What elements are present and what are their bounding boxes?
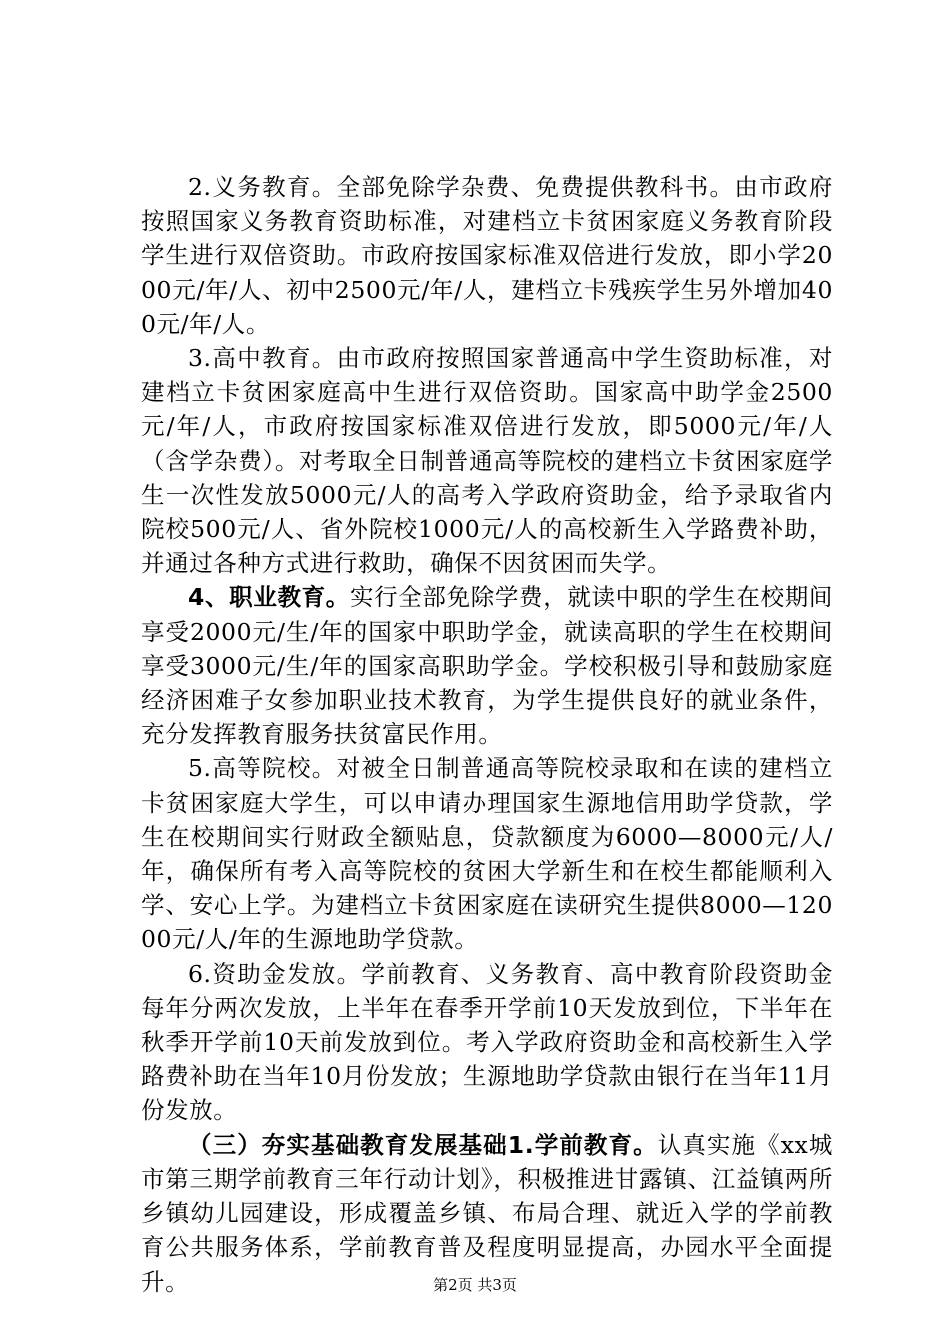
paragraph-text: 6.资助金发放。学前教育、义务教育、高中教育阶段资助金每年分两次发放，上半年在春季开学前10天发放到位，下半年在秋季开学前10天前发放到位。考入学政府资助金和高校新生入学路费补助在当年10月份发放；生源地助学贷款由银行在当年11月份发放。: [141, 959, 833, 1125]
paragraph-text: 认真实施《xx城市第三期学前教育三年行动计划》，积极推进甘露镇、江益镇两所乡镇幼儿园建设，形成覆盖乡镇、布局合理、就近入学的学前教育公共服务体系，学前教育普及程度明显提高，办园水平全面提升。: [141, 1130, 834, 1296]
paragraph-high-school-education: [141, 341, 833, 580]
paragraph-text: 3.高中教育。由市政府按照国家普通高中学生资助标准，对建档立卡贫困家庭高中生进行双倍资助。国家高中助学金2500元/年/人，市政府按国家标准双倍进行发放，即5000元/年/人（含学杂费）。对考取全日制普通高等院校的建档立卡贫困家庭学生一次性发放5000元/人的高考入学政府资助金，给予录取省内院校500元/人、省外院校1000元/人的高校新生入学路费补助，并通过各种方式进行救助，确保不因贫困而失学。: [141, 344, 833, 578]
paragraph-funding-distribution: [141, 957, 833, 1128]
paragraph-lead: 4、职业教育。: [188, 583, 350, 612]
document-body: [141, 170, 833, 1299]
paragraph-text: 2.义务教育。全部免除学杂费、免费提供教科书。由市政府按照国家义务教育资助标准，对建档立卡贫困家庭义务教育阶段学生进行双倍资助。市政府按国家标准双倍进行发放，即小学2000元/年/人、初中2500元/年/人，建档立卡残疾学生另外增加400元/年/人。: [141, 173, 833, 338]
paragraph-text: 5.高等院校。对被全日制普通高等院校录取和在读的建档立卡贫困家庭大学生，可以申请办理国家生源地信用助学贷款，学生在校期间实行财政全额贴息，贷款额度为6000—8000元/人/年，确保所有考入高等院校的贫困大学新生和在校生都能顺利入学、安心上学。为建档立卡贫困家庭在读研究生提供8000—12000元/人/年的生源地助学贷款。: [141, 754, 833, 954]
page-footer: 第2页 共3页: [433, 1276, 517, 1294]
paragraph-compulsory-education: [141, 170, 833, 341]
paragraph-higher-education: [141, 751, 833, 956]
paragraph-text: 实行全部免除学费，就读中职的学生在校期间享受2000元/生/年的国家中职助学金，就读高职的学生在校期间享受3000元/生/年的国家高职助学金。学校积极引导和鼓励家庭经济困难子女参加职业技术教育，为学生提供良好的就业条件，充分发挥教育服务扶贫富民作用。: [141, 583, 834, 749]
paragraph-vocational-education: [141, 580, 833, 751]
paragraph-lead: （三）夯实基础教育发展基础1.学前教育。: [188, 1130, 658, 1159]
